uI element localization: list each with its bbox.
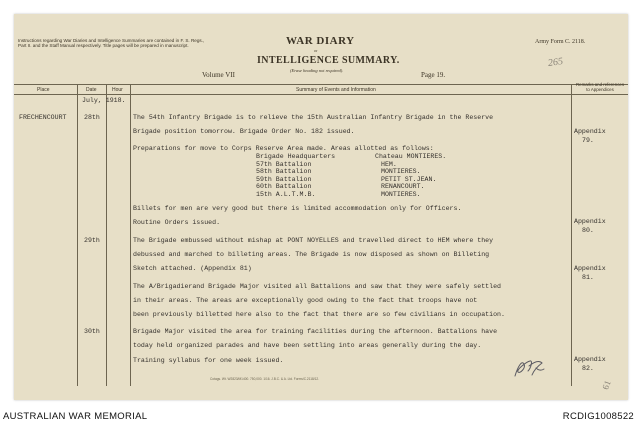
summary-line: Brigade Major visited the area for training facilities during the afternoon. Battalions have [133,328,498,335]
title-or: or [314,48,318,53]
summary-line: Sketch attached. (Appendix 81) [133,265,252,272]
date-28th: 28th [84,114,100,121]
archive-credit: AUSTRALIAN WAR MEMORIAL [3,411,148,422]
column-rule-date [106,84,107,386]
appendix-number: 82. [582,365,594,372]
summary-line: today held organized parades and have been settling into areas generally during the day. [133,342,482,349]
appendix-ref: Appendix [574,128,606,135]
area-name: HEM. [381,160,397,168]
area-name: MONTIERES. [381,190,421,198]
area-name: Chateau MONTIERES. [375,153,447,160]
area-name: MONTIERES. [381,168,421,175]
summary-line: Training syllabus for one week issued. [133,357,284,364]
summary-line: The A/Brigadierand Brigade Major visited all Battalions and saw that they were safely settled [133,283,501,290]
army-form-label: Army Form C. 2118. [535,39,586,45]
summary-line: Billets for men are very good but there is limited accommodation only for Officers. [133,205,462,212]
erase-heading-note: (Erase heading not required). [290,68,344,73]
column-rule-hour [130,84,131,386]
area-name: RENANCOURT. [381,183,425,190]
intelligence-summary-title: INTELLIGENCE SUMMARY. [257,55,400,66]
appendix-ref: Appendix [574,356,606,363]
corner-pencil-mark: 61 [600,379,613,391]
appendix-number: 79. [582,137,594,144]
unit-name: 60th Battalion [256,183,312,190]
area-name: PETIT ST.JEAN. [381,175,437,183]
summary-line: Preparations for move to Corps Reserve Area made. Areas allotted as follows: [133,145,434,152]
column-header-date: Date [86,87,97,93]
pencil-folio-number: 265 [547,56,564,69]
handwritten-signature [512,356,546,380]
unit-name: 59th Battalion [256,175,312,183]
appendix-ref: Appendix [574,218,606,225]
volume-label: Volume VII [202,71,235,79]
archive-reference: RCDIG1008522 [562,411,634,422]
instructions-note: Instructions regarding War Diaries and Intelligence Summaries are contained in F. S. Regs., Part II. and the Staff Manual respectively. Title pages will be prepared in manuscript. [18,38,205,49]
appendix-number: 80. [582,227,594,234]
column-header-remarks: Remarks and references to Appendices [575,82,625,92]
unit-name: 57th Battalion [256,160,312,168]
unit-name: 58th Battalion [256,168,312,175]
column-rule-place [77,84,78,386]
appendix-ref: Appendix [574,265,606,272]
date-29th: 29th [84,237,100,244]
summary-line: Routine Orders issued. [133,219,221,226]
column-header-summary: Summary of Events and Information [296,87,376,93]
page-label: Page 19. [421,71,446,79]
printer-imprint: Cotags. Wt. W2823/M1400. 750,000. 1/16. J.B.C. & A. Ltd. Forms/C.2118/12. [210,377,320,381]
column-header-hour: Hour [112,87,123,93]
war-diary-title: WAR DIARY [286,35,355,47]
appendix-number: 81. [582,274,594,281]
summary-line: in their areas. The areas are exceptionally good owing to the fact that troops have not [133,297,478,304]
unit-name: Brigade Headquarters [256,153,336,160]
unit-name: 15th A.L.T.M.B. [256,190,316,198]
summary-line: The Brigade embussed without mishap at PONT NOYELLES and travelled direct to HEM where they [133,237,494,244]
summary-line: been previously billetted here also to the fact that there are so few civilians in occupation. [133,311,505,318]
summary-line: Brigade position tomorrow. Brigade Order No. 182 issued. [133,128,355,135]
summary-line: debussed and marched to billeting areas. The Brigade is now disposed as shown on Billeting [133,251,490,258]
place-name: FRECHENCOURT [19,114,67,121]
column-rule-summary [571,84,572,386]
summary-line: The 54th Infantry Brigade is to relieve the 15th Australian Infantry Brigade in the Reserve [133,114,494,121]
date-month-year: July, 1918. [82,97,126,104]
date-30th: 30th [84,328,100,335]
column-header-place: Place [37,87,50,93]
